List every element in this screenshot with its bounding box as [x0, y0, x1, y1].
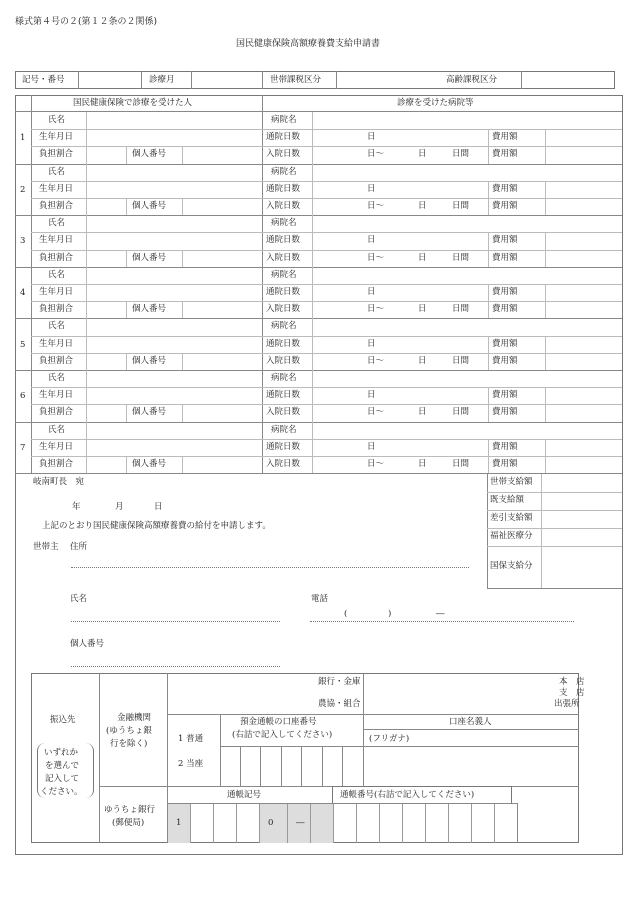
hospital-name-label: 病院名 — [271, 218, 297, 229]
summary-label: 差引支給額 — [490, 513, 533, 523]
personal-number-field[interactable] — [183, 147, 261, 162]
row-number: 1 — [20, 133, 26, 144]
summary-amount-field[interactable] — [542, 529, 621, 545]
outpatient-days-label: 通院日数 — [266, 183, 301, 194]
outpatient-days-field[interactable] — [313, 285, 363, 300]
inpatient-from-field[interactable] — [313, 354, 363, 369]
days-span-unit: 日間 — [452, 149, 470, 160]
elderly-tax-label: 高齢課税区分 — [446, 75, 498, 85]
household-tax-label: 世帯課税区分 — [270, 75, 322, 85]
address-line[interactable] — [71, 567, 469, 568]
hospital-name-field[interactable] — [313, 423, 621, 438]
inpatient-cost-field[interactable] — [546, 405, 621, 420]
outpatient-days-label: 通院日数 — [266, 390, 301, 401]
summary-label: 既支給額 — [490, 495, 525, 505]
treatment-month-label: 診療月 — [149, 75, 175, 85]
outpatient-cost-field[interactable] — [546, 440, 621, 455]
inpatient-days-label: 入院日数 — [266, 201, 301, 211]
hospital-name-field[interactable] — [313, 113, 621, 128]
summary-amount-field[interactable] — [542, 547, 621, 587]
cost-label: 費用額 — [492, 355, 518, 366]
inpatient-cost-field[interactable] — [546, 251, 621, 266]
branch-type-main: 本 店 — [559, 677, 585, 687]
institution-label: 行を除く) — [110, 739, 148, 749]
cost-label: 費用額 — [492, 390, 518, 401]
days-span-unit: 日間 — [452, 355, 470, 366]
burden-ratio-label: 負担割合 — [39, 407, 74, 418]
burden-ratio-field[interactable] — [87, 251, 125, 266]
inpatient-from-field[interactable] — [313, 302, 363, 317]
account-number-digit[interactable] — [343, 746, 364, 786]
digit-value: 1 — [176, 818, 182, 828]
hospital-name-field[interactable] — [313, 165, 621, 180]
yucho-label: ゆうちょ銀行 — [104, 805, 156, 815]
personal-number-field[interactable] — [183, 302, 261, 317]
passbook-symbol-digit — [168, 803, 191, 843]
passbook-symbol-digit — [260, 803, 288, 843]
passbook-number-digit[interactable] — [449, 803, 472, 843]
day-unit: 日 — [367, 287, 376, 297]
outpatient-cost-field[interactable] — [546, 233, 621, 248]
name-label: 氏名 — [48, 424, 66, 435]
hospital-name-field[interactable] — [313, 319, 621, 334]
summary-label: 国保支給分 — [490, 561, 533, 571]
account-number-digit[interactable] — [282, 746, 303, 786]
patient-name-field[interactable] — [87, 268, 261, 283]
cost-label: 費用額 — [492, 132, 518, 143]
personal-number-label: 個人番号 — [132, 201, 167, 211]
outpatient-days-label: 通院日数 — [266, 287, 301, 297]
account-number-note: (右詰で記入してください) — [232, 730, 333, 740]
inpatient-days-label: 入院日数 — [266, 252, 301, 263]
account-number-digit[interactable] — [241, 746, 262, 786]
personal-number-line[interactable] — [71, 666, 280, 667]
birthdate-field[interactable] — [87, 337, 261, 352]
treatment-month-field[interactable] — [192, 72, 261, 88]
inpatient-cost-field[interactable] — [546, 457, 621, 472]
day-to-unit: 日 — [418, 149, 427, 160]
day-unit: 日 — [367, 183, 376, 194]
account-number-digit[interactable] — [261, 746, 282, 786]
inpatient-days-label: 入院日数 — [266, 459, 301, 469]
passbook-number-digit[interactable] — [357, 803, 380, 843]
phone-open-paren: ( — [344, 609, 348, 619]
birthdate-field[interactable] — [87, 388, 261, 403]
symbol-number-label: 記号・番号 — [22, 75, 65, 85]
birthdate-field[interactable] — [87, 130, 261, 145]
hospital-name-field[interactable] — [313, 268, 621, 283]
passbook-number-digit[interactable] — [380, 803, 403, 843]
personal-number-label: 個人番号 — [132, 355, 167, 366]
row-number: 2 — [20, 184, 26, 195]
institution-label: (ゆうちょ銀 — [106, 726, 152, 736]
account-number-digit[interactable] — [220, 746, 241, 786]
cost-label: 費用額 — [492, 183, 518, 194]
burden-ratio-field[interactable] — [87, 302, 125, 317]
outpatient-days-field[interactable] — [313, 337, 363, 352]
application-statement: 上記のとおり国民健康保険高額療養費の給付を申請します。 — [42, 521, 271, 531]
summary-amount-field[interactable] — [542, 511, 621, 527]
outpatient-cost-field[interactable] — [546, 130, 621, 145]
inpatient-from-field[interactable] — [313, 251, 363, 266]
phone-close-paren: ) — [388, 609, 392, 619]
passbook-symbol-digit[interactable] — [237, 803, 260, 843]
inpatient-to-field[interactable] — [390, 405, 415, 420]
hospital-name-label: 病院名 — [271, 269, 297, 280]
outpatient-days-field[interactable] — [313, 182, 363, 197]
account-type-ordinary[interactable]: 1 普通 — [178, 734, 204, 744]
passbook-number-digit[interactable] — [334, 803, 357, 843]
choose-note-line: 記入して — [45, 774, 80, 784]
date-day: 日 — [154, 502, 163, 512]
personal-number-field[interactable] — [183, 457, 261, 472]
outpatient-days-label: 通院日数 — [266, 132, 301, 143]
outpatient-cost-field[interactable] — [546, 182, 621, 197]
burden-ratio-label: 負担割合 — [39, 355, 74, 366]
outpatient-days-label: 通院日数 — [266, 338, 301, 349]
row-number: 5 — [20, 339, 26, 350]
day-to-unit: 日 — [418, 355, 427, 366]
bank-name-field[interactable] — [168, 674, 318, 713]
day-from-unit: 日～ — [367, 355, 385, 366]
inpatient-from-field[interactable] — [313, 457, 363, 472]
furigana-field[interactable] — [420, 731, 578, 745]
outpatient-days-label: 通院日数 — [266, 441, 301, 452]
date-month: 月 — [115, 502, 124, 512]
name-label: 氏名 — [48, 115, 66, 125]
account-number-header: 預金通帳の口座番号 — [240, 717, 317, 727]
birthdate-field[interactable] — [87, 182, 261, 197]
burden-ratio-field[interactable] — [87, 354, 125, 369]
cost-label: 費用額 — [492, 287, 518, 297]
burden-ratio-field[interactable] — [87, 147, 125, 162]
birthdate-label: 生年月日 — [39, 183, 74, 194]
outpatient-cost-field[interactable] — [546, 388, 621, 403]
inpatient-from-field[interactable] — [313, 199, 363, 214]
cost-label: 費用額 — [492, 235, 518, 246]
personal-number-field[interactable] — [183, 405, 261, 420]
patient-name-field[interactable] — [87, 319, 261, 334]
burden-ratio-label: 負担割合 — [39, 459, 74, 469]
personal-number-label: 個人番号 — [70, 639, 105, 649]
cost-label: 費用額 — [492, 459, 518, 469]
hospital-name-label: 病院名 — [271, 115, 297, 125]
day-to-unit: 日 — [418, 252, 427, 263]
day-from-unit: 日～ — [367, 252, 385, 263]
form-code: 様式第４号の２(第１２条の２関係) — [15, 17, 158, 27]
outpatient-days-field[interactable] — [313, 130, 363, 145]
personal-number-label: 個人番号 — [132, 407, 167, 418]
inpatient-to-field[interactable] — [390, 251, 415, 266]
choose-note-line: を選んで — [45, 761, 80, 771]
outpatient-days-field[interactable] — [313, 388, 363, 403]
days-span-unit: 日間 — [452, 304, 470, 315]
inpatient-to-field[interactable] — [390, 457, 415, 472]
cost-label: 費用額 — [492, 149, 518, 160]
choose-note-line: いずれか — [44, 748, 79, 758]
birthdate-field[interactable] — [87, 233, 261, 248]
inpatient-days-label: 入院日数 — [266, 355, 301, 366]
phone-dash: ― — [436, 609, 445, 619]
summary-label: 福祉医療分 — [490, 531, 533, 541]
addressee: 岐南町長 宛 — [33, 477, 85, 487]
inpatient-from-field[interactable] — [313, 405, 363, 420]
days-span-unit: 日間 — [452, 201, 470, 211]
outpatient-days-field[interactable] — [313, 233, 363, 248]
passbook-number-digit[interactable] — [403, 803, 426, 843]
burden-ratio-label: 負担割合 — [39, 304, 74, 315]
cost-label: 費用額 — [492, 338, 518, 349]
address-label: 住所 — [70, 542, 88, 552]
name-label: 氏名 — [48, 218, 66, 229]
furigana-label: (フリガナ) — [369, 734, 410, 744]
day-unit: 日 — [367, 235, 376, 246]
passbook-number-digit[interactable] — [472, 803, 495, 843]
branch-type-branch: 支 店 — [559, 688, 585, 698]
burden-ratio-field[interactable] — [87, 405, 125, 420]
branch-type-office: 出張所 — [554, 699, 580, 709]
account-number-digit[interactable] — [302, 746, 323, 786]
passbook-number-digit[interactable] — [426, 803, 449, 843]
date-year: 年 — [72, 502, 81, 512]
hospital-name-label: 病院名 — [271, 424, 297, 435]
inpatient-cost-field[interactable] — [546, 302, 621, 317]
birthdate-field[interactable] — [87, 440, 261, 455]
elderly-tax-field[interactable] — [522, 72, 614, 88]
row-number: 7 — [20, 442, 26, 453]
choose-note-line: ください。 — [40, 787, 83, 797]
account-number-digit[interactable] — [323, 746, 344, 786]
inpatient-to-field[interactable] — [390, 354, 415, 369]
birthdate-label: 生年月日 — [39, 132, 74, 143]
birthdate-label: 生年月日 — [39, 287, 74, 297]
patient-name-field[interactable] — [87, 371, 261, 386]
personal-number-label: 個人番号 — [132, 304, 167, 315]
summary-label: 世帯支給額 — [490, 477, 533, 487]
personal-number-field[interactable] — [183, 354, 261, 369]
hospitals-header: 診療を受けた病院等 — [397, 98, 474, 108]
hospital-name-label: 病院名 — [271, 166, 297, 177]
name-label: 氏名 — [48, 321, 66, 332]
cost-label: 費用額 — [492, 201, 518, 211]
inpatient-to-field[interactable] — [390, 302, 415, 317]
passbook-symbol-digit[interactable] — [311, 803, 334, 843]
institution-label: 金融機関 — [117, 713, 152, 723]
inpatient-to-field[interactable] — [390, 199, 415, 214]
day-from-unit: 日～ — [367, 304, 385, 315]
name-label: 氏名 — [48, 166, 66, 177]
birthdate-field[interactable] — [87, 285, 261, 300]
burden-ratio-label: 負担割合 — [39, 149, 74, 160]
passbook-symbol-digit[interactable] — [214, 803, 237, 843]
hospital-name-label: 病院名 — [271, 373, 297, 383]
personal-number-label: 個人番号 — [132, 149, 167, 160]
row-number: 4 — [20, 288, 26, 298]
inpatient-cost-field[interactable] — [546, 147, 621, 162]
burden-ratio-label: 負担割合 — [39, 201, 74, 211]
burden-ratio-label: 負担割合 — [39, 252, 74, 263]
outpatient-days-field[interactable] — [313, 440, 363, 455]
name-label: 氏名 — [48, 373, 66, 383]
cost-label: 費用額 — [492, 441, 518, 452]
digit-value: ― — [296, 818, 305, 828]
cost-label: 費用額 — [492, 304, 518, 315]
birthdate-label: 生年月日 — [39, 338, 74, 349]
passbook-symbol-digit — [288, 803, 311, 843]
account-holder-field[interactable] — [364, 747, 578, 785]
hospital-name-label: 病院名 — [271, 321, 297, 332]
personal-number-field[interactable] — [183, 251, 261, 266]
symbol-number-field[interactable] — [79, 72, 140, 88]
yucho-label: (郵便局) — [112, 818, 145, 828]
household-tax-field[interactable] — [337, 72, 427, 88]
day-from-unit: 日～ — [367, 407, 385, 418]
birthdate-label: 生年月日 — [39, 390, 74, 401]
day-to-unit: 日 — [418, 304, 427, 315]
passbook-symbol-digit[interactable] — [191, 803, 214, 843]
days-span-unit: 日間 — [452, 407, 470, 418]
phone-line[interactable] — [310, 621, 574, 622]
day-unit: 日 — [367, 132, 376, 143]
day-unit: 日 — [367, 390, 376, 401]
transfer-to-label: 振込先 — [50, 715, 76, 725]
summary-amount-field[interactable] — [542, 475, 621, 491]
day-unit: 日 — [367, 441, 376, 452]
application-date-field[interactable] — [40, 498, 170, 514]
page-title: 国民健康保険高額療養費支給申請書 — [236, 39, 381, 49]
name-label: 氏名 — [48, 269, 66, 280]
inpatient-cost-field[interactable] — [546, 354, 621, 369]
personal-number-label: 個人番号 — [132, 459, 167, 469]
day-to-unit: 日 — [418, 201, 427, 211]
digit-value: 0 — [268, 818, 274, 828]
birthdate-label: 生年月日 — [39, 441, 74, 452]
inpatient-cost-field[interactable] — [546, 199, 621, 214]
bank-type-coop: 農協・組合 — [318, 699, 361, 709]
passbook-symbol-label: 通帳記号 — [227, 790, 262, 800]
inpatient-from-field[interactable] — [313, 147, 363, 162]
bank-type-bank: 銀行・金庫 — [318, 677, 361, 687]
day-to-unit: 日 — [418, 407, 427, 418]
row-number: 3 — [20, 236, 26, 247]
patient-name-field[interactable] — [87, 113, 261, 128]
cost-label: 費用額 — [492, 252, 518, 263]
day-from-unit: 日～ — [367, 459, 385, 469]
branch-name-field[interactable] — [364, 674, 544, 713]
day-from-unit: 日～ — [367, 149, 385, 160]
personal-number-field[interactable] — [183, 199, 261, 214]
day-from-unit: 日～ — [367, 201, 385, 211]
inpatient-days-label: 入院日数 — [266, 149, 301, 160]
name-line[interactable] — [71, 621, 280, 622]
account-type-current[interactable]: 2 当座 — [178, 759, 204, 769]
days-span-unit: 日間 — [452, 459, 470, 469]
day-to-unit: 日 — [418, 459, 427, 469]
burden-ratio-field[interactable] — [87, 457, 125, 472]
outpatient-cost-field[interactable] — [546, 337, 621, 352]
day-unit: 日 — [367, 338, 376, 349]
summary-amount-field[interactable] — [542, 493, 621, 509]
hospital-name-field[interactable] — [313, 371, 621, 386]
patient-name-field[interactable] — [87, 165, 261, 180]
cost-label: 費用額 — [492, 407, 518, 418]
row-number: 6 — [20, 391, 26, 402]
account-holder-label: 口座名義人 — [449, 717, 492, 727]
inpatient-days-label: 入院日数 — [266, 407, 301, 418]
burden-ratio-field[interactable] — [87, 199, 125, 214]
patients-header: 国民健康保険で診療を受けた人 — [73, 98, 193, 108]
outpatient-cost-field[interactable] — [546, 285, 621, 300]
passbook-number-digit[interactable] — [495, 803, 518, 843]
phone-label: 電話 — [311, 594, 329, 604]
name-label: 氏名 — [70, 594, 88, 604]
days-span-unit: 日間 — [452, 252, 470, 263]
inpatient-days-label: 入院日数 — [266, 304, 301, 315]
outpatient-days-label: 通院日数 — [266, 235, 301, 246]
householder-label: 世帯主 — [33, 542, 59, 552]
hospital-name-field[interactable] — [313, 216, 621, 231]
patient-name-field[interactable] — [87, 423, 261, 438]
personal-number-label: 個人番号 — [132, 252, 167, 263]
inpatient-to-field[interactable] — [390, 147, 415, 162]
patient-name-field[interactable] — [87, 216, 261, 231]
birthdate-label: 生年月日 — [39, 235, 74, 246]
passbook-number-label: 通帳番号(右詰で記入してください) — [340, 790, 475, 800]
